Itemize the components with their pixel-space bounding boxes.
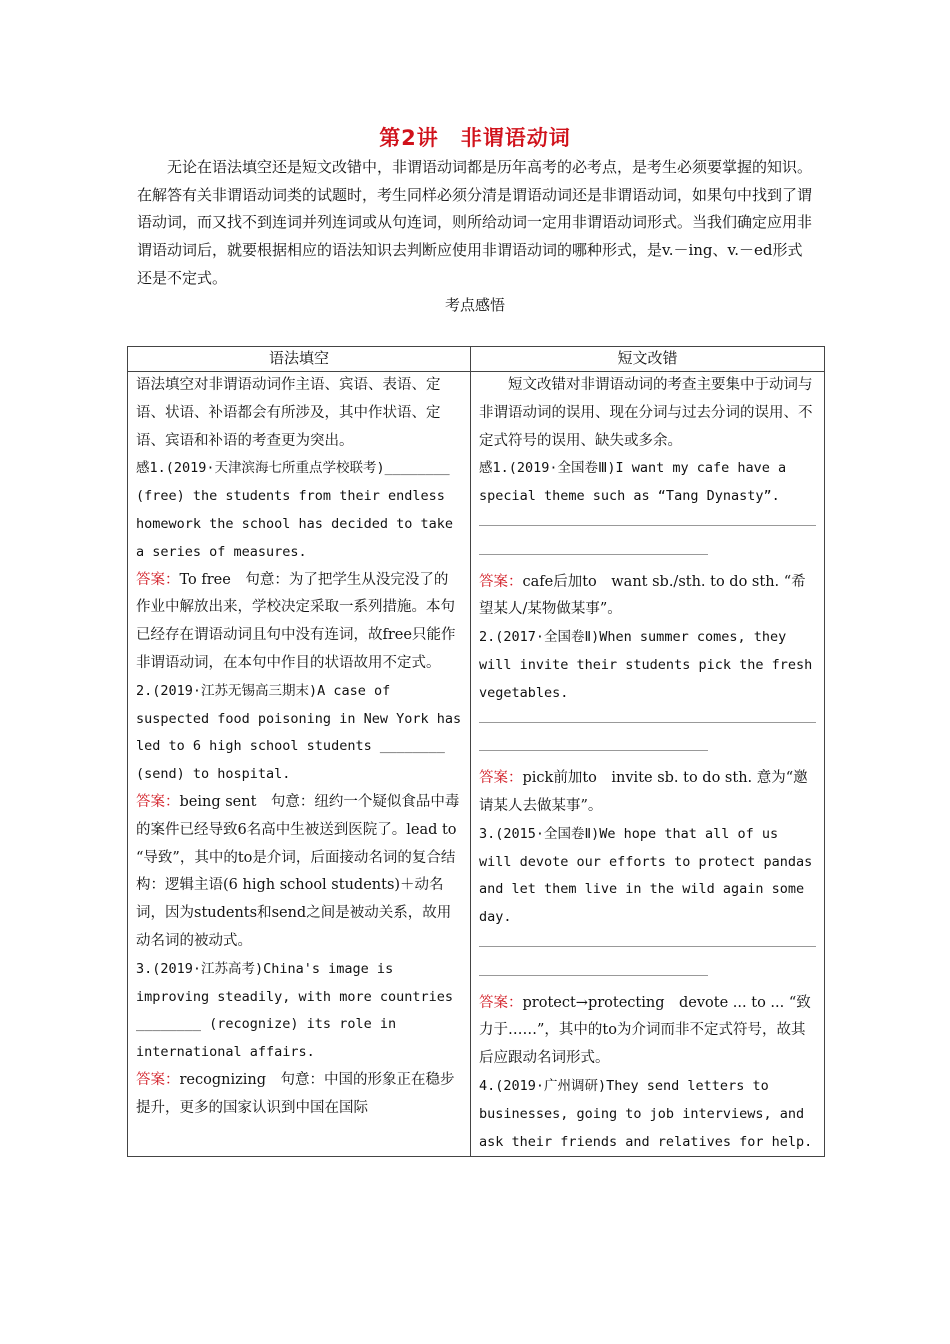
correction-question-2: 2.(2017·全国卷Ⅱ)When summer comes, they will invite their students pick the fresh vegetables. [479, 629, 813, 701]
answer-label: 答案： [136, 1071, 180, 1088]
left-intro: 语法填空对非谓语动词作主语、宾语、表语、定语、状语、补语都会有所涉及，其中作状语、定语、宾语和补语的考查更为突出。 [136, 377, 441, 449]
question-3: 3.(2019·江苏高考)China's image is improving steadily, with more countries ________ (recognize) its role in international affairs. [136, 960, 453, 1061]
answer-blank-line [479, 540, 708, 555]
correction-answer-3: protect→protecting devote ... to ... “致力于……”，其中的to为介词而非不定式符号，故其后应跟动名词形式。 [479, 994, 811, 1067]
header-error-correction: 短文改错 [471, 347, 825, 372]
answer-label: 答案： [479, 770, 523, 787]
answer-blank-line [479, 708, 816, 723]
left-column-cell [128, 372, 471, 1157]
answer-blank-line [479, 511, 816, 526]
correction-question-1: 感1.(2019·全国卷Ⅲ)I want my cafe have a special theme such as “Tang Dynasty”. [479, 460, 787, 505]
header-grammar-fill: 语法填空 [128, 347, 471, 372]
answer-label: 答案： [479, 994, 523, 1011]
answer-1: To free 句意：为了把学生从没完没了的作业中解放出来，学校决定采取一系列措施。本句已经存在谓语动词且句中没有连词，故free只能作非谓语动词，在本句中作目的状语故用不定式。 [136, 571, 456, 671]
answer-label: 答案： [479, 573, 523, 590]
section-subheading: 考点感悟 [444, 296, 505, 314]
answer-label: 答案： [136, 571, 180, 588]
intro-paragraph: 无论在语法填空还是短文改错中，非谓语动词都是历年高考的必考点，是考生必须要掌握的知识。在解答有关非谓语动词类的试题时，考生同样必须分清是谓语动词还是非谓语动词，如果句中找到了谓语动词，而又找不到连词并列连词或从句连词，则所给动词一定用非谓语动词形式。当我们确定应用非谓语动词后，就要根据相应的语法知识去判断应使用非谓语动词的哪种形式，是v.－ing、v.－ed形式还是不定式。 [137, 158, 813, 287]
answer-blank-line [479, 932, 816, 947]
answer-label: 答案： [136, 793, 180, 810]
page-title: 第2讲 非谓语动词 [379, 126, 571, 150]
correction-question-3: 3.(2015·全国卷Ⅱ)We hope that all of us will devote our efforts to protect pandas and let them live in the wild again some day. [479, 825, 813, 926]
correction-answer-2: pick前加to invite sb. to do sth. 意为“邀请某人去做某事”。 [479, 770, 808, 814]
comparison-table [127, 346, 825, 1157]
answer-blank-line [479, 736, 708, 751]
answer-blank-line [479, 961, 708, 976]
question-1: 感1.(2019·天津滨海七所重点学校联考)________ (free) the students from their endless homework the school has decided to take a series of measures. [136, 460, 453, 560]
correction-question-4: 4.(2019·广州调研)They send letters to businesses, going to job interviews, and ask their friends and relatives for help. [479, 1077, 813, 1150]
correction-answer-1: cafe后加to want sb./sth. to do sth. “希望某人/某物做某事”。 [479, 573, 806, 618]
right-column-cell [471, 372, 825, 1157]
answer-3: recognizing 句意：中国的形象正在稳步提升，更多的国家认识到中国在国际 [136, 1071, 455, 1116]
question-2: 2.(2019·江苏无锡高三期末)A case of suspected food poisoning in New York has led to 6 high school students ________ (send) to hospital. [136, 682, 462, 783]
answer-2: being sent 句意：纽约一个疑似食品中毒的案件已经导致6名高中生被送到医院了。lead to “导致”，其中的to是介词，后面接动名词的复合结构：逻辑主语(6 high school students)＋动名词，因为students和send之间是被动关系，故用动名词的被动式。 [136, 793, 460, 949]
right-intro: 短文改错对非谓语动词的考查主要集中于动词与非谓语动词的误用、现在分词与过去分词的误用、不定式符号的误用、缺失或多余。 [479, 377, 813, 449]
